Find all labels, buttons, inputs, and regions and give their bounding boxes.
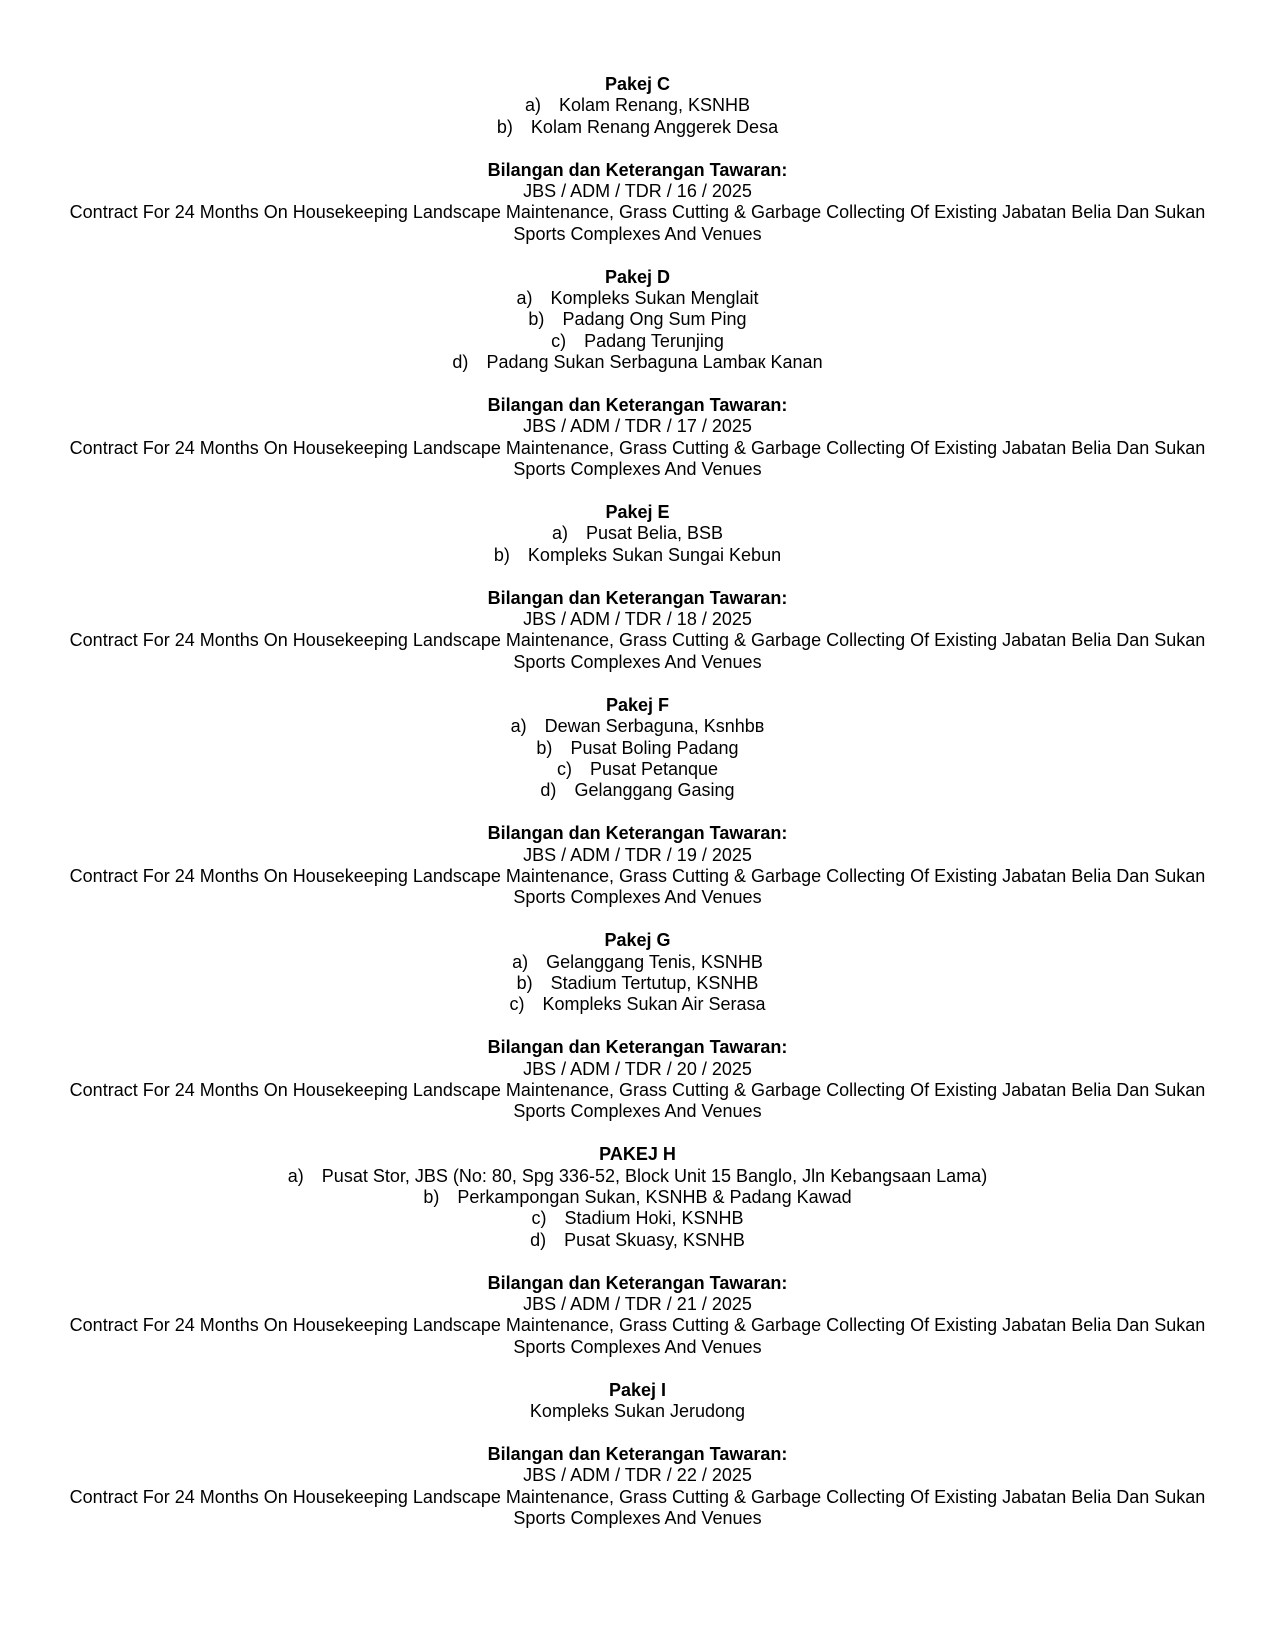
package-title: Pakej F	[605, 694, 670, 715]
package-block	[0, 1144, 1275, 1251]
item-text: Stadium Hoki, KSNHB	[564, 1208, 744, 1229]
tender-reference: JBS / ADM / TDR / 20 / 2025	[523, 1058, 752, 1079]
package-block	[0, 930, 1275, 1016]
package-title: PAKEJ H	[599, 1144, 676, 1165]
item-text: Kolam Renang, KSNHB	[558, 95, 751, 116]
item-label: d)	[452, 352, 469, 373]
package-item	[0, 1187, 1275, 1208]
item-label: b)	[423, 1186, 440, 1207]
item-text: Kompleks Sukan Sungai Kebun	[527, 544, 782, 565]
item-label: a)	[287, 1165, 304, 1186]
item-label: c)	[531, 1208, 547, 1229]
tender-heading: Bilangan dan Keterangan Tawaran:	[487, 1443, 788, 1464]
item-label: c)	[551, 330, 567, 351]
package-item	[0, 780, 1275, 801]
item-text: Padang Terunjing	[584, 330, 724, 351]
tender-description: Contract For 24 Months On Housekeeping Landscape Maintenance, Grass Cutting & Garbage Collecting Of Existing Jabatan Belia Dan Sukan Sports Complexes And Venues	[69, 437, 1206, 480]
item-text: Padang Ong Sum Ping	[562, 309, 747, 330]
item-label: a)	[516, 288, 533, 309]
tender-block	[0, 823, 1275, 909]
item-text: Gelanggang Gasing	[574, 780, 735, 801]
package-block	[0, 1380, 1275, 1423]
package-title: Pakej C	[604, 74, 671, 94]
tender-reference: JBS / ADM / TDR / 22 / 2025	[523, 1465, 752, 1486]
package-item	[0, 973, 1275, 994]
package-item	[0, 716, 1275, 737]
tender-description: Contract For 24 Months On Housekeeping Landscape Maintenance, Grass Cutting & Garbage Collecting Of Existing Jabatan Belia Dan Sukan Sports Complexes And Venues	[69, 202, 1206, 244]
item-text: Pusat Stor, JBS (No: 80, Spg 336-52, Block Unit 15 Banglo, Jln Kebangsaan Lama)	[321, 1165, 988, 1186]
package-item	[0, 738, 1275, 759]
package-item	[0, 1208, 1275, 1229]
tender-heading: Bilangan dan Keterangan Tawaran:	[487, 1272, 788, 1293]
package-item: Kompleks Sukan Jerudong	[529, 1401, 746, 1421]
item-label: b)	[493, 544, 510, 565]
package-block	[0, 502, 1275, 566]
tender-description: Contract For 24 Months On Housekeeping Landscape Maintenance, Grass Cutting & Garbage Collecting Of Existing Jabatan Belia Dan Sukan Sports Complexes And Venues	[69, 865, 1206, 908]
item-label: d)	[530, 1229, 547, 1250]
item-text: Pusat Petanque	[589, 758, 719, 779]
tender-block	[0, 588, 1275, 674]
package-item	[0, 352, 1275, 373]
item-text: Kompleks Sukan Air Serasa	[542, 994, 766, 1015]
item-text: Padang Sukan Serbaguna Lambaк Kanan	[486, 352, 823, 373]
package-title: Pakej E	[605, 502, 670, 523]
package-item	[0, 523, 1275, 544]
item-label: c)	[556, 758, 572, 779]
tender-reference: JBS / ADM / TDR / 17 / 2025	[523, 416, 752, 437]
tender-reference: JBS / ADM / TDR / 19 / 2025	[523, 844, 752, 865]
tender-block	[0, 1444, 1275, 1530]
package-title: Pakej D	[604, 266, 671, 287]
item-text: Perkampongan Sukan, KSNHB & Padang Kawad	[457, 1186, 852, 1207]
tender-heading: Bilangan dan Keterangan Tawaran:	[487, 159, 788, 180]
tender-block	[0, 1037, 1275, 1123]
tender-description: Contract For 24 Months On Housekeeping Landscape Maintenance, Grass Cutting & Garbage Collecting Of Existing Jabatan Belia Dan Sukan Sports Complexes And Venues	[69, 630, 1206, 672]
package-item	[0, 952, 1275, 973]
item-label: b)	[528, 309, 545, 330]
item-label: c)	[509, 994, 525, 1015]
package-item	[0, 994, 1275, 1015]
tender-block	[0, 395, 1275, 481]
item-label: a)	[512, 951, 529, 972]
package-item	[0, 117, 1275, 138]
tender-heading: Bilangan dan Keterangan Tawaran:	[487, 1037, 788, 1058]
item-text: Gelanggang Tenis, KSNHB	[546, 951, 763, 972]
tender-heading: Bilangan dan Keterangan Tawaran:	[487, 395, 788, 416]
package-item	[0, 288, 1275, 309]
tender-block	[0, 1273, 1275, 1359]
item-label: d)	[540, 780, 557, 801]
tender-description: Contract For 24 Months On Housekeeping Landscape Maintenance, Grass Cutting & Garbage Collecting Of Existing Jabatan Belia Dan Sukan Sports Complexes And Venues	[69, 1079, 1206, 1122]
tender-heading: Bilangan dan Keterangan Tawaran:	[487, 823, 788, 844]
item-label: a)	[524, 95, 541, 116]
item-text: Kompleks Sukan Menglait	[550, 288, 759, 309]
item-text: Kolam Renang Anggerek Desa	[530, 116, 779, 137]
tender-reference: JBS / ADM / TDR / 16 / 2025	[523, 181, 752, 202]
item-text: Pusat Belia, BSB	[585, 523, 724, 544]
item-text: Pusat Skuasy, KSNHB	[564, 1229, 745, 1250]
item-label: b)	[516, 972, 533, 993]
item-label: a)	[551, 523, 568, 544]
package-item	[0, 545, 1275, 566]
item-text: Stadium Tertutup, KSNHB	[550, 972, 759, 993]
package-item	[0, 309, 1275, 330]
item-text: Pusat Boling Padang	[570, 737, 739, 758]
package-block	[0, 267, 1275, 374]
package-item	[0, 1166, 1275, 1187]
tender-block	[0, 160, 1275, 246]
package-block	[0, 695, 1275, 802]
package-item	[0, 759, 1275, 780]
tender-reference: JBS / ADM / TDR / 21 / 2025	[523, 1293, 752, 1314]
tender-reference: JBS / ADM / TDR / 18 / 2025	[523, 609, 752, 630]
item-label: b)	[536, 737, 553, 758]
package-item	[0, 331, 1275, 352]
item-label: b)	[496, 116, 513, 137]
package-item	[0, 1230, 1275, 1251]
package-title: Pakej I	[608, 1379, 667, 1400]
package-block	[0, 74, 1275, 138]
tender-description: Contract For 24 Months On Housekeeping Landscape Maintenance, Grass Cutting & Garbage Collecting Of Existing Jabatan Belia Dan Sukan Sports Complexes And Venues	[69, 1486, 1206, 1529]
tender-description: Contract For 24 Months On Housekeeping Landscape Maintenance, Grass Cutting & Garbage Collecting Of Existing Jabatan Belia Dan Sukan Sports Complexes And Venues	[69, 1315, 1206, 1357]
document-body	[0, 74, 1275, 1529]
tender-heading: Bilangan dan Keterangan Tawaran:	[487, 587, 788, 608]
package-title: Pakej G	[604, 930, 671, 951]
item-text: Dewan Serbaguna, Ksnhbв	[544, 716, 765, 737]
item-label: a)	[510, 716, 527, 737]
package-item	[0, 95, 1275, 116]
